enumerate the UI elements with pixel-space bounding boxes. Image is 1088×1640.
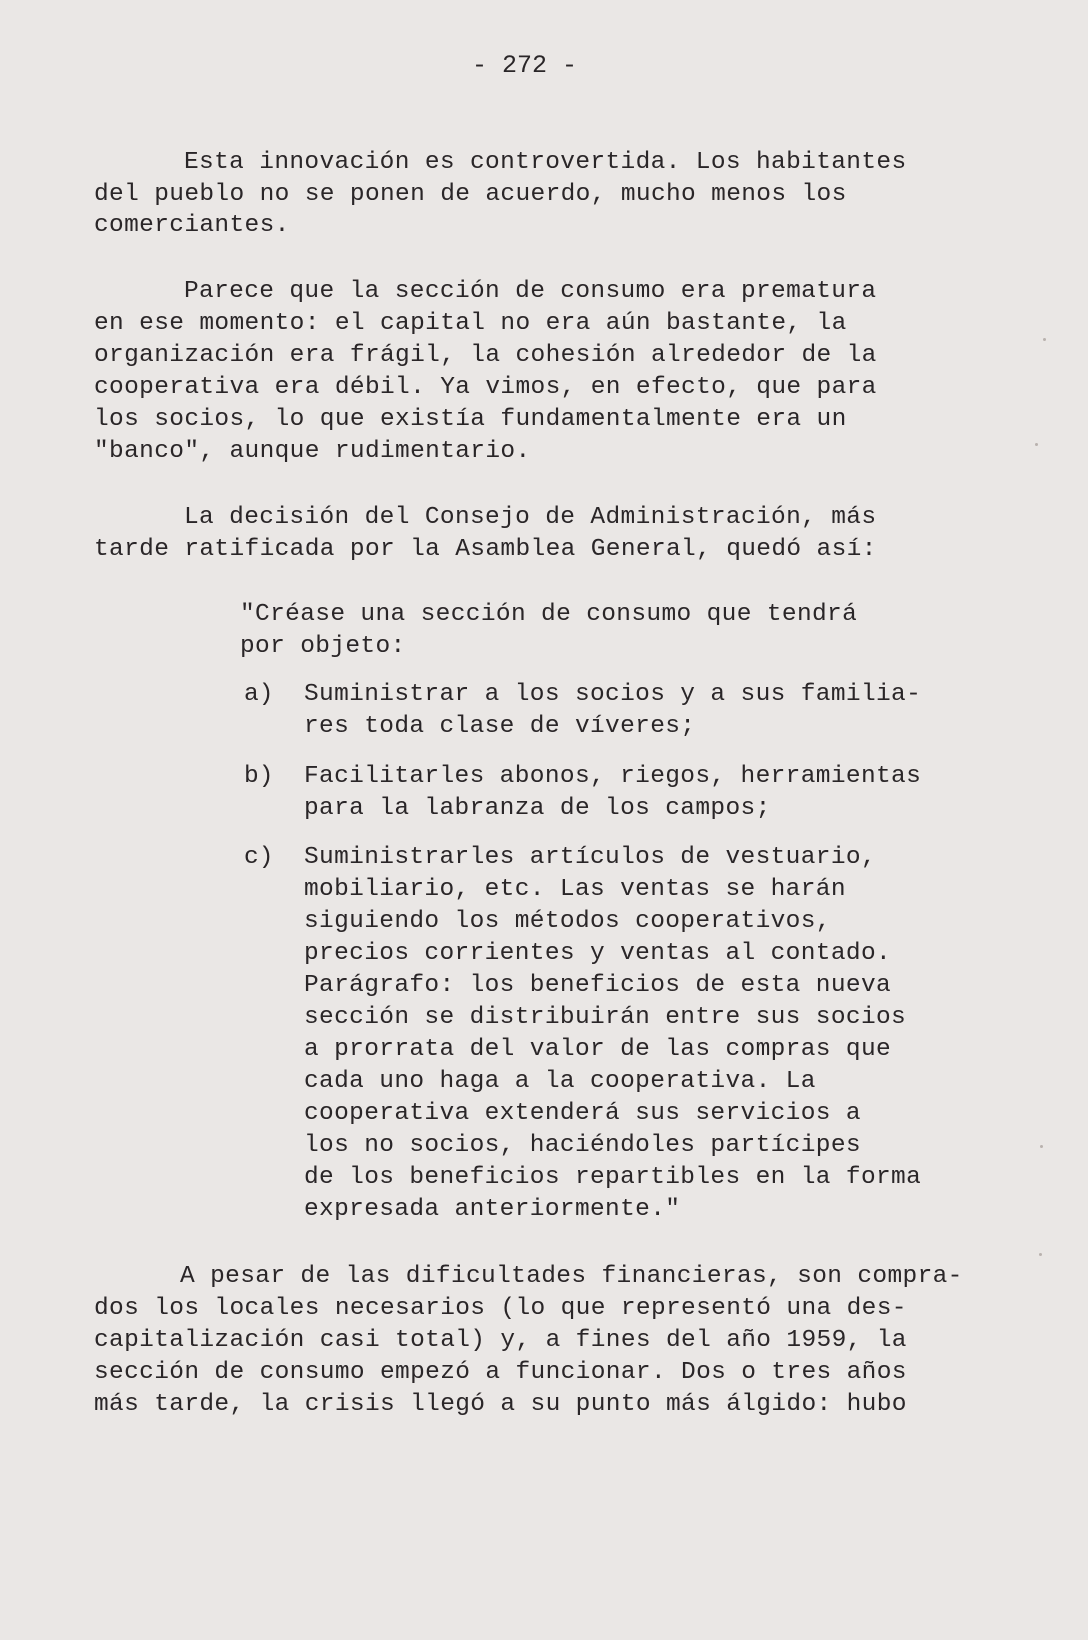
- paragraph-2-line: Parece que la sección de consumo era prematura: [184, 278, 877, 305]
- paragraph-3-line: tarde ratificada por la Asamblea General, quedó así:: [94, 536, 877, 563]
- item-c-line: mobiliario, etc. Las ventas se harán: [304, 876, 846, 903]
- item-c-line: a prorrata del valor de las compras que: [304, 1036, 892, 1063]
- item-c-line: cada uno haga a la cooperativa. La: [304, 1068, 816, 1095]
- item-a-line: res toda clase de víveres;: [304, 713, 696, 740]
- item-c-line: los no socios, haciéndoles partícipes: [304, 1132, 861, 1159]
- paragraph-2-line: cooperativa era débil. Ya vimos, en efecto, que para: [94, 374, 877, 401]
- item-c-marker: c): [244, 844, 274, 871]
- item-c-line: Suministrarles artículos de vestuario,: [304, 844, 876, 871]
- paragraph-2-line: en ese momento: el capital no era aún bastante, la: [94, 310, 847, 337]
- item-c-line: de los beneficios repartibles en la forma: [304, 1164, 922, 1191]
- item-c-line: sección se distribuirán entre sus socios: [304, 1004, 907, 1031]
- paragraph-4-line: dos los locales necesarios (lo que representó una des-: [94, 1295, 907, 1322]
- item-a-line: Suministrar a los socios y a sus familia-: [304, 681, 922, 708]
- paragraph-2-line: los socios, lo que existía fundamentalmente era un: [94, 406, 847, 433]
- quote-intro-line: por objeto:: [240, 633, 406, 660]
- item-a-marker: a): [244, 681, 274, 708]
- paragraph-1-line: Esta innovación es controvertida. Los habitantes: [184, 149, 907, 176]
- scan-speck: [1043, 338, 1046, 341]
- paragraph-4-line: capitalización casi total) y, a fines del año 1959, la: [94, 1327, 907, 1354]
- paragraph-3-line: La decisión del Consejo de Administración, más: [184, 504, 877, 531]
- paragraph-1-line: del pueblo no se ponen de acuerdo, mucho menos los: [94, 181, 847, 208]
- scan-speck: [1035, 443, 1038, 446]
- scan-speck: [1039, 1253, 1042, 1256]
- item-c-line: Parágrafo: los beneficios de esta nueva: [304, 972, 892, 999]
- quote-intro-line: "Créase una sección de consumo que tendrá: [240, 601, 858, 628]
- paragraph-2-line: organización era frágil, la cohesión alrededor de la: [94, 342, 877, 369]
- item-b-line: para la labranza de los campos;: [304, 795, 771, 822]
- item-b-marker: b): [244, 763, 274, 790]
- item-c-line: siguiendo los métodos cooperativos,: [304, 908, 831, 935]
- paragraph-4-line: sección de consumo empezó a funcionar. Dos o tres años: [94, 1359, 907, 1386]
- item-c-line: cooperativa extenderá sus servicios a: [304, 1100, 861, 1127]
- item-c-line: expresada anteriormente.": [304, 1196, 681, 1223]
- paragraph-1-line: comerciantes.: [94, 212, 290, 239]
- page-number: - 272 -: [472, 51, 578, 80]
- item-c-line: precios corrientes y ventas al contado.: [304, 940, 892, 967]
- paragraph-4-line: A pesar de las dificultades financieras, son compra-: [180, 1263, 963, 1290]
- scan-speck: [1040, 1145, 1043, 1148]
- item-b-line: Facilitarles abonos, riegos, herramientas: [304, 763, 922, 790]
- paragraph-2-line: "banco", aunque rudimentario.: [94, 438, 531, 465]
- paragraph-4-line: más tarde, la crisis llegó a su punto más álgido: hubo: [94, 1391, 907, 1418]
